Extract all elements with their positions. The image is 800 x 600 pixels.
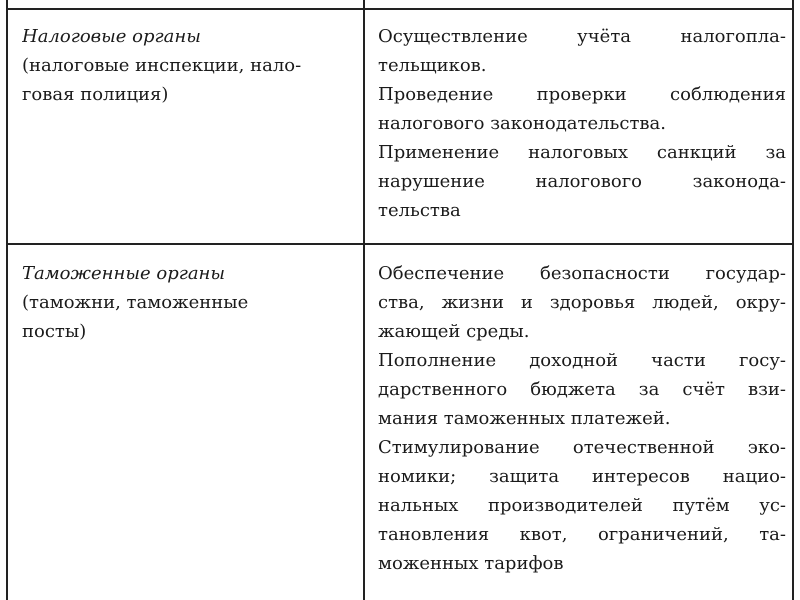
table-border-left	[6, 0, 8, 600]
column-divider	[363, 0, 365, 600]
function-line: моженных тарифов	[378, 553, 564, 574]
org-detail-line: посты)	[22, 321, 87, 342]
org-name-customs: Таможенные органы	[22, 263, 226, 284]
table-cell-functions-tax	[378, 22, 786, 225]
function-line: дарственного бюджета за счёт взи-	[378, 379, 786, 400]
org-detail-line: (налоговые инспекции, нало-	[22, 55, 302, 76]
function-line: Применение налоговых санкций за	[378, 142, 786, 163]
function-line: нарушение налогового законода-	[378, 171, 786, 192]
function-line: ства, жизни и здоровья людей, окру-	[378, 292, 786, 313]
table-border-right	[792, 0, 794, 600]
table-cell-functions-customs	[378, 259, 786, 578]
function-line: нальных производителей путём ус-	[378, 495, 786, 516]
function-line: номики; защита интересов нацио-	[378, 466, 786, 487]
function-line: тановления квот, ограничений, та-	[378, 524, 786, 545]
function-line: Стимулирование отечественной эко-	[378, 437, 786, 458]
org-name-tax: Налоговые органы	[22, 26, 201, 47]
function-line: тельства	[378, 200, 461, 221]
table-cell-org-customs	[22, 259, 358, 346]
function-line: налогового законодательства.	[378, 113, 666, 134]
function-line: Обеспечение безопасности государ-	[378, 263, 786, 284]
function-line: мания таможенных платежей.	[378, 408, 671, 429]
row-divider-top	[6, 8, 794, 10]
function-line: Проведение проверки соблюдения	[378, 84, 786, 105]
function-line: тельщиков.	[378, 55, 487, 76]
function-line: жающей среды.	[378, 321, 530, 342]
function-line: Пополнение доходной части госу-	[378, 350, 786, 371]
table-cell-org-tax	[22, 22, 358, 109]
org-detail-line: (таможни, таможенные	[22, 292, 249, 313]
function-line: Осуществление учёта налогопла-	[378, 26, 786, 47]
functions-table	[6, 0, 794, 600]
org-detail-line: говая полиция)	[22, 84, 169, 105]
row-divider-middle	[6, 243, 794, 245]
